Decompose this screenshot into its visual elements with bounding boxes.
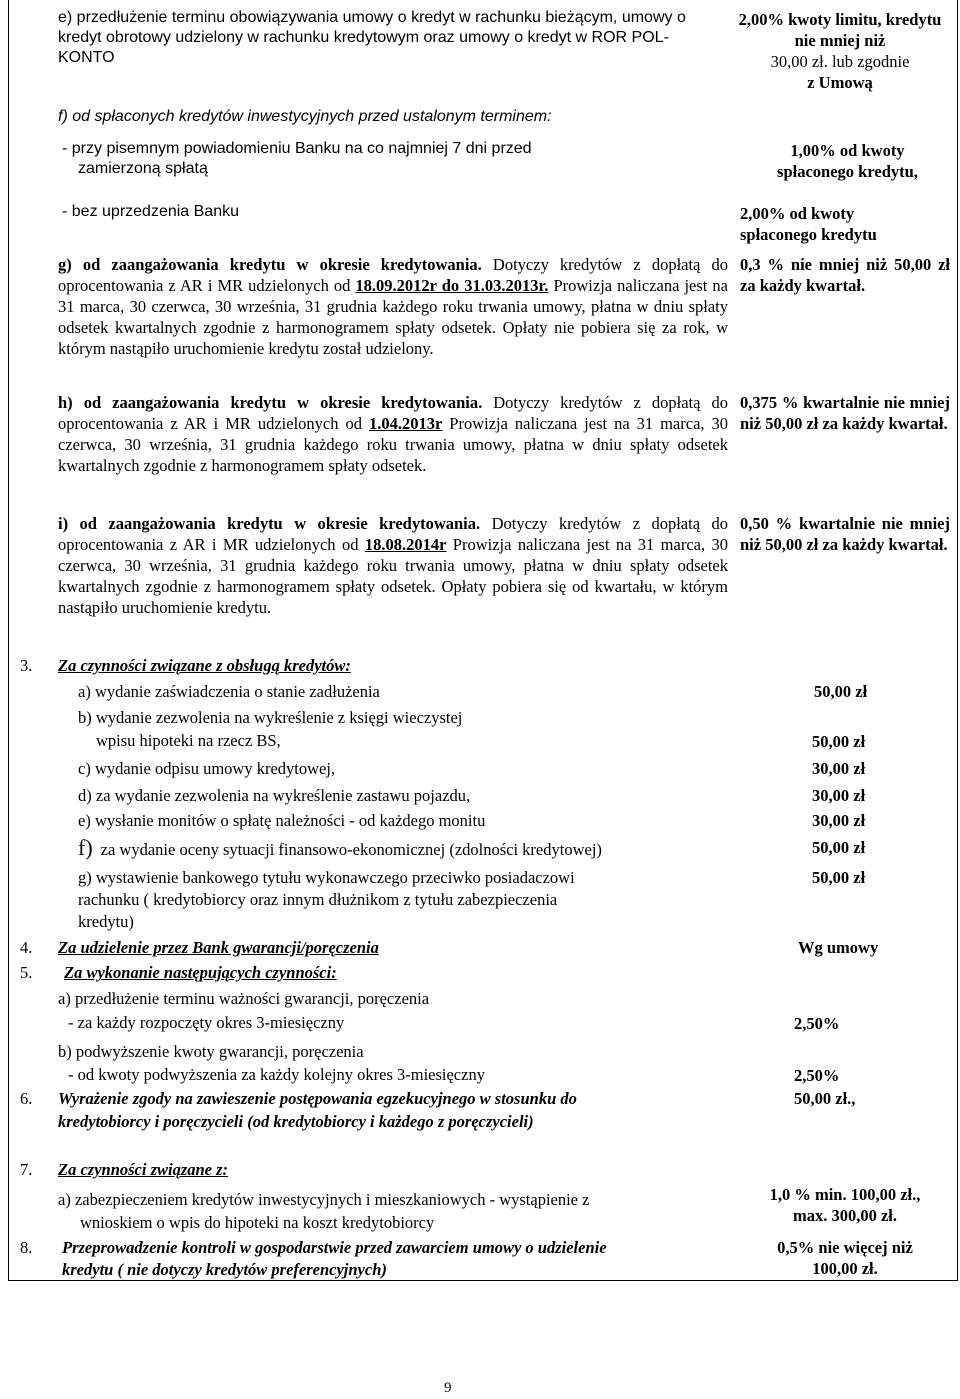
- s5-b1: b) podwyższenie kwoty gwarancji, poręczenia: [58, 1042, 364, 1061]
- item-f-heading: f) od spłaconych kredytów inwestycyjnych przed ustalonym terminem:: [58, 108, 552, 125]
- s3-e-fee: 30,00 zł: [812, 811, 866, 830]
- s3-d-fee: 30,00 zł: [812, 786, 866, 805]
- s3-a: a) wydanie zaświadczenia o stanie zadłużenia: [78, 682, 380, 701]
- table-right-border: [957, 0, 958, 1280]
- table-left-border: [8, 0, 9, 1280]
- item-i-text: i) od zaangażowania kredytu w okresie kredytowania. Dotyczy kredytów z dopłatą do oprocentowania z AR i MR udzielonych od 18.08.2014r Prowizja naliczana jest na 31 marca, 30 czerwca, 30 września, 31 grudnia każdego roku trwania umowy, płatna w dniu spłaty odsetek kwartalnych zgodnie z harmonogramem spłaty odsetek. Opłaty pobiera się od kwartału, w którym nastąpiło uruchomienie kredytu.: [58, 514, 728, 617]
- table-bottom-border: [8, 1280, 958, 1281]
- s7-a2: wnioskiem o wpis do hipoteki na koszt kredytobiorcy: [80, 1213, 435, 1232]
- item-h-fee: 0,375 % kwartalnie nie mniej niż 50,00 zł za każdy kwartał.: [740, 393, 950, 433]
- s5-b2: - od kwoty podwyższenia za każdy kolejny okres 3-miesięczny: [68, 1065, 485, 1084]
- s6-fee: 50,00 zł.,: [794, 1089, 856, 1108]
- s8-title2: kredytu ( nie dotyczy kredytów preferencyjnych): [62, 1260, 387, 1279]
- s3-g-fee: 50,00 zł: [812, 868, 866, 887]
- s3-title: Za czynności związane z obsługą kredytów:: [58, 656, 351, 675]
- item-f-sub2: - bez uprzedzenia Banku: [62, 203, 239, 220]
- item-f-sub2-fee: 2,00% od kwoty spłaconego kredytu: [740, 204, 877, 244]
- s3-e: e) wysłanie monitów o spłatę należności - od każdego monitu: [78, 811, 486, 830]
- s5-a1: a) przedłużenie terminu ważności gwarancji, poręczenia: [58, 989, 430, 1008]
- s8-title1: Przeprowadzenie kontroli w gospodarstwie przed zawarciem umowy o udzielenie: [62, 1238, 607, 1257]
- s5-a-fee: 2,50%: [794, 1014, 840, 1033]
- item-g-fee: 0,3 % nie mniej niż 50,00 zł za każdy kwartał.: [740, 255, 950, 295]
- s3-c: c) wydanie odpisu umowy kredytowej,: [78, 759, 336, 778]
- item-i-fee: 0,50 % kwartalnie nie mniej niż 50,00 zł za każdy kwartał.: [740, 514, 950, 554]
- s4-title: Za udzielenie przez Bank gwarancji/poręczenia: [58, 938, 379, 957]
- s3-g1: g) wystawienie bankowego tytułu wykonawczego przeciwko posiadaczowi: [78, 868, 575, 887]
- s5-number: 5.: [20, 963, 33, 982]
- s3-a-fee: 50,00 zł: [814, 682, 868, 701]
- s4-fee: Wg umowy: [798, 938, 879, 957]
- s3-g3: kredytu): [78, 912, 134, 931]
- s3-b1: b) wydanie zezwolenia na wykreślenie z księgi wieczystej: [78, 708, 463, 727]
- s8-fee: 0,5% nie więcej niż 100,00 zł.: [777, 1238, 913, 1278]
- s4-number: 4.: [20, 938, 33, 957]
- s5-b-fee: 2,50%: [794, 1066, 840, 1085]
- s6-number: 6.: [20, 1089, 33, 1108]
- item-h-text: h) od zaangażowania kredytu w okresie kredytowania. Dotyczy kredytów z dopłatą do oprocentowania z AR i MR udzielonych od 1.04.2013r Prowizja naliczana jest na 31 marca, 30 czerwca, 30 września, 31 grudnia każdego roku trwania umowy, płatna w dniu spłaty odsetek kwartalnych zgodnie z harmonogramem spłaty odsetek.: [58, 393, 728, 475]
- s5-title: Za wykonanie następujących czynności:: [64, 963, 337, 982]
- s3-number: 3.: [20, 656, 33, 675]
- s3-c-fee: 30,00 zł: [812, 759, 866, 778]
- s3-g2: rachunku ( kredytobiorcy oraz innym dłużnikom z tytułu zabezpieczenia: [78, 890, 558, 909]
- s7-number: 7.: [20, 1160, 33, 1179]
- s3-b-fee: 50,00 zł: [812, 732, 866, 751]
- item-f-sub1: - przy pisemnym powiadomieniu Banku na co najmniej 7 dni przed zamierzoną spłatą: [62, 140, 532, 177]
- s5-a2: - za każdy rozpoczęty okres 3-miesięczny: [68, 1013, 345, 1032]
- s7-fee: 1,0 % min. 100,00 zł., max. 300,00 zł.: [769, 1185, 921, 1225]
- item-e-fee: 2,00% kwoty limitu, kredytu nie mniej niż 30,00 zł. lub zgodnie z Umową: [738, 10, 942, 92]
- s8-number: 8.: [20, 1238, 33, 1257]
- s7-a1: a) zabezpieczeniem kredytów inwestycyjnych i mieszkaniowych - wystąpienie z: [58, 1190, 590, 1209]
- s6-title1: Wyrażenie zgody na zawieszenie postępowania egzekucyjnego w stosunku do: [58, 1089, 577, 1108]
- s3-f-fee: 50,00 zł: [812, 838, 866, 857]
- page-number: 9: [444, 1380, 452, 1396]
- s3-f: f) za wydanie oceny sytuacji finansowo-ekonomicznej (zdolności kredytowej): [78, 835, 602, 860]
- item-f-sub1-fee: 1,00% od kwoty spłaconego kredytu,: [777, 141, 918, 181]
- item-e-text: e) przedłużenie terminu obowiązywania umowy o kredyt w rachunku bieżącym, umowy o kredyt obrotowy udzielony w rachunku kredytowym oraz umowy o kredyt w ROR POL- KONTO: [58, 9, 686, 66]
- s6-title2: kredytobiorcy i poręczycieli (od kredytobiorcy i każdego z poręczycieli): [58, 1112, 534, 1131]
- s3-b2: wpisu hipoteki na rzecz BS,: [96, 731, 281, 750]
- s7-title: Za czynności związane z:: [58, 1160, 229, 1179]
- item-g-text: g) od zaangażowania kredytu w okresie kredytowania. Dotyczy kredytów z dopłatą do oprocentowania z AR i MR udzielonych od 18.09.2012r do 31.03.2013r. Prowizja naliczana jest na 31 marca, 30 czerwca, 30 września, 31 grudnia każdego roku trwania umowy, płatna w dniu spłaty odsetek kwartalnych zgodnie z harmonogramem spłaty odsetek. Opłaty nie pobiera się za rok, w którym nastąpiło uruchomienie kredytu został udzielony.: [58, 255, 729, 358]
- s3-d: d) za wydanie zezwolenia na wykreślenie zastawu pojazdu,: [78, 786, 471, 805]
